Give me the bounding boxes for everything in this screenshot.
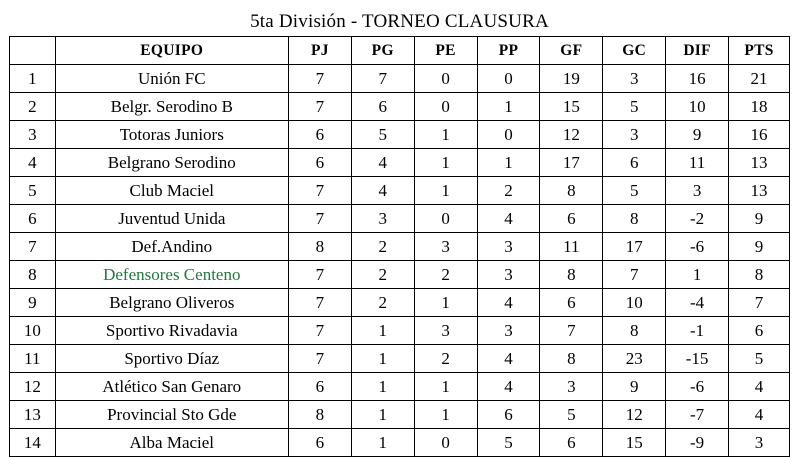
row-pj: 6 xyxy=(288,373,351,401)
row-pg: 2 xyxy=(351,233,414,261)
row-pts: 7 xyxy=(729,289,790,317)
table-row xyxy=(10,177,790,205)
row-team-name: Totoras Juniors xyxy=(55,121,288,149)
row-gf: 19 xyxy=(540,65,603,93)
header-pp: PP xyxy=(477,37,540,65)
row-gc: 8 xyxy=(603,205,666,233)
row-pp: 3 xyxy=(477,233,540,261)
row-dif: 1 xyxy=(666,261,729,289)
row-gf: 6 xyxy=(540,205,603,233)
row-position: 9 xyxy=(10,289,56,317)
header-pj: PJ xyxy=(288,37,351,65)
row-pe: 0 xyxy=(414,65,477,93)
row-pg: 4 xyxy=(351,149,414,177)
row-pj: 6 xyxy=(288,149,351,177)
row-pts: 21 xyxy=(729,65,790,93)
header-gf: GF xyxy=(540,37,603,65)
row-dif: -9 xyxy=(666,429,729,457)
header-pe: PE xyxy=(414,37,477,65)
table-row xyxy=(10,261,790,289)
row-pts: 5 xyxy=(729,345,790,373)
row-gf: 17 xyxy=(540,149,603,177)
row-gc: 8 xyxy=(603,317,666,345)
row-pp: 4 xyxy=(477,373,540,401)
row-position: 6 xyxy=(10,205,56,233)
row-pp: 0 xyxy=(477,121,540,149)
row-team-name: Sportivo Rivadavia xyxy=(55,317,288,345)
row-gc: 15 xyxy=(603,429,666,457)
row-pj: 7 xyxy=(288,317,351,345)
table-row xyxy=(10,121,790,149)
row-pe: 0 xyxy=(414,93,477,121)
row-pj: 7 xyxy=(288,177,351,205)
row-gf: 15 xyxy=(540,93,603,121)
row-pts: 9 xyxy=(729,233,790,261)
row-pts: 6 xyxy=(729,317,790,345)
table-row xyxy=(10,345,790,373)
row-pg: 4 xyxy=(351,177,414,205)
row-dif: -4 xyxy=(666,289,729,317)
row-pe: 1 xyxy=(414,149,477,177)
row-pg: 1 xyxy=(351,345,414,373)
row-pg: 2 xyxy=(351,289,414,317)
row-team-name: Belgrano Serodino xyxy=(55,149,288,177)
row-dif: -1 xyxy=(666,317,729,345)
row-dif: 10 xyxy=(666,93,729,121)
row-position: 12 xyxy=(10,373,56,401)
row-dif: 9 xyxy=(666,121,729,149)
row-team-name: Belgr. Serodino B xyxy=(55,93,288,121)
header-dif: DIF xyxy=(666,37,729,65)
row-gc: 3 xyxy=(603,121,666,149)
row-pg: 1 xyxy=(351,373,414,401)
row-pts: 4 xyxy=(729,373,790,401)
row-dif: 11 xyxy=(666,149,729,177)
row-pts: 16 xyxy=(729,121,790,149)
row-pe: 1 xyxy=(414,373,477,401)
row-gf: 3 xyxy=(540,373,603,401)
row-pj: 7 xyxy=(288,345,351,373)
row-pp: 3 xyxy=(477,261,540,289)
row-position: 13 xyxy=(10,401,56,429)
row-pe: 1 xyxy=(414,289,477,317)
row-dif: -6 xyxy=(666,373,729,401)
row-team-name: Alba Maciel xyxy=(55,429,288,457)
row-pj: 8 xyxy=(288,233,351,261)
row-pg: 1 xyxy=(351,401,414,429)
table-row xyxy=(10,93,790,121)
row-pe: 1 xyxy=(414,121,477,149)
row-team-name: Unión FC xyxy=(55,65,288,93)
row-position: 4 xyxy=(10,149,56,177)
row-pe: 2 xyxy=(414,345,477,373)
row-pp: 4 xyxy=(477,345,540,373)
row-gc: 9 xyxy=(603,373,666,401)
row-dif: -15 xyxy=(666,345,729,373)
row-pg: 7 xyxy=(351,65,414,93)
row-pj: 7 xyxy=(288,205,351,233)
row-team-name: Provincial Sto Gde xyxy=(55,401,288,429)
row-pp: 3 xyxy=(477,317,540,345)
row-gc: 6 xyxy=(603,149,666,177)
header-team: EQUIPO xyxy=(55,37,288,65)
row-dif: 3 xyxy=(666,177,729,205)
row-pe: 0 xyxy=(414,205,477,233)
row-gc: 23 xyxy=(603,345,666,373)
table-title-row xyxy=(10,6,790,37)
row-pe: 1 xyxy=(414,177,477,205)
header-position xyxy=(10,37,56,65)
row-pts: 4 xyxy=(729,401,790,429)
row-pj: 6 xyxy=(288,429,351,457)
row-team-name: Def.Andino xyxy=(55,233,288,261)
row-gf: 8 xyxy=(540,177,603,205)
row-dif: -7 xyxy=(666,401,729,429)
row-team-name: Juventud Unida xyxy=(55,205,288,233)
row-gc: 17 xyxy=(603,233,666,261)
row-pts: 13 xyxy=(729,149,790,177)
row-pj: 7 xyxy=(288,261,351,289)
row-position: 14 xyxy=(10,429,56,457)
row-pj: 8 xyxy=(288,401,351,429)
row-pp: 6 xyxy=(477,401,540,429)
row-pp: 2 xyxy=(477,177,540,205)
row-pe: 3 xyxy=(414,317,477,345)
row-position: 2 xyxy=(10,93,56,121)
row-gf: 11 xyxy=(540,233,603,261)
table-row xyxy=(10,429,790,457)
row-gf: 6 xyxy=(540,429,603,457)
header-pg: PG xyxy=(351,37,414,65)
row-gf: 8 xyxy=(540,345,603,373)
table-row xyxy=(10,205,790,233)
row-pg: 1 xyxy=(351,429,414,457)
table-row xyxy=(10,149,790,177)
table-row xyxy=(10,401,790,429)
row-pe: 2 xyxy=(414,261,477,289)
row-gf: 7 xyxy=(540,317,603,345)
row-team-name: Club Maciel xyxy=(55,177,288,205)
row-gf: 12 xyxy=(540,121,603,149)
row-pp: 4 xyxy=(477,205,540,233)
row-pp: 1 xyxy=(477,149,540,177)
row-pp: 5 xyxy=(477,429,540,457)
header-gc: GC xyxy=(603,37,666,65)
row-position: 5 xyxy=(10,177,56,205)
row-gc: 10 xyxy=(603,289,666,317)
row-pe: 3 xyxy=(414,233,477,261)
row-pj: 7 xyxy=(288,289,351,317)
table-row xyxy=(10,233,790,261)
table-row xyxy=(10,317,790,345)
row-gc: 5 xyxy=(603,177,666,205)
row-pp: 0 xyxy=(477,65,540,93)
row-gc: 5 xyxy=(603,93,666,121)
row-pts: 9 xyxy=(729,205,790,233)
table-header-row xyxy=(10,37,790,65)
row-pg: 5 xyxy=(351,121,414,149)
row-pts: 3 xyxy=(729,429,790,457)
row-pg: 6 xyxy=(351,93,414,121)
row-gf: 6 xyxy=(540,289,603,317)
row-position: 8 xyxy=(10,261,56,289)
row-gc: 7 xyxy=(603,261,666,289)
table-row xyxy=(10,289,790,317)
row-pe: 1 xyxy=(414,401,477,429)
row-position: 7 xyxy=(10,233,56,261)
row-pj: 6 xyxy=(288,121,351,149)
standings-table xyxy=(9,6,790,457)
header-pts: PTS xyxy=(729,37,790,65)
row-pts: 13 xyxy=(729,177,790,205)
row-dif: -6 xyxy=(666,233,729,261)
row-pp: 1 xyxy=(477,93,540,121)
row-pts: 8 xyxy=(729,261,790,289)
row-dif: -2 xyxy=(666,205,729,233)
row-team-name: Belgrano Oliveros xyxy=(55,289,288,317)
row-position: 10 xyxy=(10,317,56,345)
row-pg: 3 xyxy=(351,205,414,233)
row-pj: 7 xyxy=(288,65,351,93)
row-gf: 8 xyxy=(540,261,603,289)
row-position: 3 xyxy=(10,121,56,149)
table-row xyxy=(10,65,790,93)
row-pg: 2 xyxy=(351,261,414,289)
row-team-name: Defensores Centeno xyxy=(55,261,288,289)
row-gc: 3 xyxy=(603,65,666,93)
row-gf: 5 xyxy=(540,401,603,429)
page-title: 5ta División - TORNEO CLAUSURA xyxy=(10,6,790,37)
row-team-name: Sportivo Díaz xyxy=(55,345,288,373)
row-gc: 12 xyxy=(603,401,666,429)
row-pp: 4 xyxy=(477,289,540,317)
row-dif: 16 xyxy=(666,65,729,93)
row-pts: 18 xyxy=(729,93,790,121)
table-row xyxy=(10,373,790,401)
row-position: 1 xyxy=(10,65,56,93)
row-team-name: Atlético San Genaro xyxy=(55,373,288,401)
row-pj: 7 xyxy=(288,93,351,121)
row-pg: 1 xyxy=(351,317,414,345)
row-pe: 0 xyxy=(414,429,477,457)
row-position: 11 xyxy=(10,345,56,373)
